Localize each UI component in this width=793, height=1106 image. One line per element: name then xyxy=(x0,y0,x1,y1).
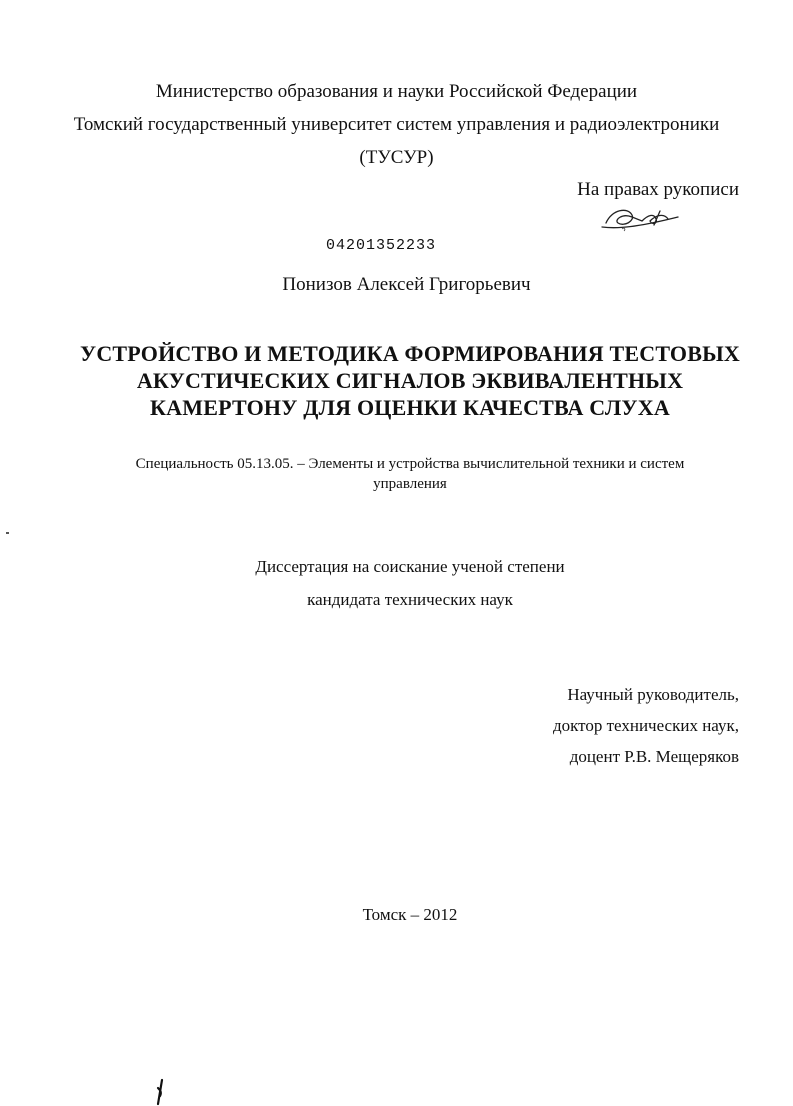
university-line: Томский государственный университет систем управления и радиоэлектроники xyxy=(73,114,720,135)
supervisor-line-2: доктор технических наук, xyxy=(552,716,739,735)
degree-line-2: кандидата технических наук xyxy=(307,590,513,609)
pen-mark-icon xyxy=(150,1078,170,1106)
title-line-3: КАМЕРТОНУ ДЛЯ ОЦЕНКИ КАЧЕСТВА СЛУХА xyxy=(150,395,670,420)
specialty-line-1: Специальность 05.13.05. – Элементы и устройства вычислительной техники и систем xyxy=(135,456,685,472)
title-line-1: УСТРОЙСТВО И МЕТОДИКА ФОРМИРОВАНИЯ ТЕСТОВЫХ xyxy=(79,341,740,366)
university-abbreviation: (ТУСУР) xyxy=(359,147,434,168)
scan-speck xyxy=(6,532,9,534)
ministry-line: Министерство образования и науки Российской Федерации xyxy=(155,81,638,102)
author-name: Понизов Алексей Григорьевич xyxy=(282,274,531,295)
degree-line-1: Диссертация на соискание ученой степени xyxy=(255,557,565,576)
manuscript-note: На правах рукописи xyxy=(577,179,739,200)
title-line-2: АКУСТИЧЕСКИХ СИГНАЛОВ ЭКВИВАЛЕНТНЫХ xyxy=(136,368,684,393)
supervisor-line-3: доцент Р.В. Мещеряков xyxy=(569,747,739,766)
specialty-line-2: управления xyxy=(373,476,447,492)
supervisor-line-1: Научный руководитель, xyxy=(567,685,739,704)
signature-icon xyxy=(598,203,680,233)
inventory-number: 04201352233 xyxy=(326,237,437,254)
city-year: Томск – 2012 xyxy=(362,905,458,924)
